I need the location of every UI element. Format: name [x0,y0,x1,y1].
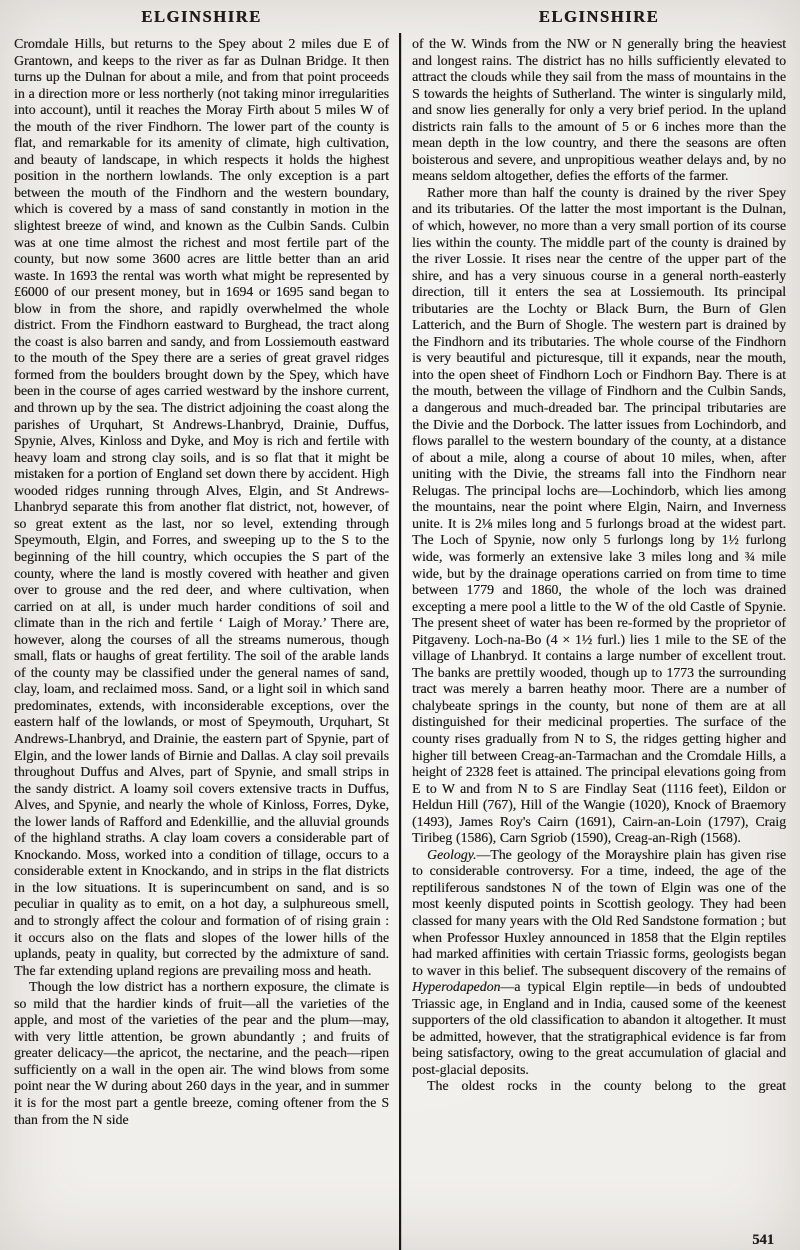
paragraph: Geology.—The geology of the Morayshire plain has given rise to considerable controversy. For a time, indeed, the age of the reptiliferous sandstones N of the town of Elgin was one of the most keenly disputed points in Scottish geology. They had been classed for many years with the Old Red Sandstone formation ; but when Professor Huxley announced in 1858 that the Elgin reptiles had marked affinities with certain Triassic forms, geologists began to waver in this belief. The subsequent discovery of the remains of Hyperodapedon—a typical Elgin reptile—in beds of undoubted Triassic age, in England and in India, caused some of the keenest supporters of the old classification to abandon it altogether. It must be admitted, however, that the stratigraphical evidence is far from being satisfactory, owing to the great accumulation of glacial and post-glacial deposits. [412,846,786,1077]
paragraph: Rather more than half the county is drained by the river Spey and its tributaries. Of the latter the most important is the Dulnan, of which, however, no more than a very small portion of its course lies within the county. The middle part of the county is drained by the river Lossie. It rises near the centre of the upper part of the shire, and has a very sinuous course in a general north-easterly direction, till it enters the sea at Lossiemouth. Its principal tributaries are the Lochty or Black Burn, the Burn of Glen Latterich, and the Burn of Shogle. The western part is drained by the Findhorn and its tributaries. The whole course of the Findhorn is very beautiful and picturesque, till it expands, near the mouth, into the open sheet of Findhorn Loch or Findhorn Bay. There is at the mouth, between the village of Findhorn and the Culbin Sands, a dangerous and much-dreaded bar. The principal tributaries are the Divie and the Dorbock. The latter issues from Lochindorb, and flows parallel to the western boundary of the county, at a distance of about a mile, along a course of about 10 miles, when, after uniting with the Divie, the streams fall into the Findhorn near Relugas. The principal lochs are—Lochindorb, which lies among the mountains, near the point where Elgin, Nairn, and Inverness unite. It is 2⅛ miles long and 5 furlongs broad at the widest part. The Loch of Spynie, now only 5 furlongs long by 1½ furlong wide, was formerly an extensive lake 3 miles long and ¾ mile wide, but by the drainage operations carried on from time to time between 1779 and 1860, the whole of the loch was drained excepting a mere pool a little to the W of the old Castle of Spynie. The present sheet of water has been re-formed by the proprietor of Pitgaveny. Loch-na-Bo (4 × 1½ furl.) lies 1 mile to the SE of the village of Lhanbryd. It contains a large number of excellent trout. The banks are prettily wooded, though up to 1773 the surrounding tract was merely a barren heathy moor. There are a number of chalybeate springs in the county, but none of them are at all distinguished for their medicinal properties. The surface of the county rises gradually from N to S, the ridges getting higher and higher till between Creag-an-Tarmachan and the Cromdale Hills, a height of 2328 feet is attained. The principal elevations going from E to W and from N to S are Findlay Seat (1116 feet), Eildon or Heldun Hill (767), Hill of the Wangie (1020), Knock of Braemory (1493), James Roy's Cairn (1691), Cairn-an-Loin (1797), Craig Tiribeg (1586), Carn Sgriob (1590), Creag-an-Righ (1568). [412,184,786,846]
right-column-text [412,36,786,1095]
paragraph: Though the low district has a northern exposure, the climate is so mild that the hardier kinds of fruit—all the varieties of the apple, and most of the varieties of the pear and the plum—may, with very little attention, be grown abundantly ; and fruits of greater delicacy—the apricot, the nectarine, and the peach—ripen sufficiently on a wall in the open air. The wind blows from some point near the W during about 260 days in the year, and in summer it is for the most part a gentle breeze, coming oftener from the S than from the N side [14,979,389,1127]
running-head-right: ELGINSHIRE [538,7,660,26]
left-column [0,0,399,1250]
right-column [401,0,800,1250]
left-column-text [14,36,389,1128]
running-head-left: ELGINSHIRE [141,7,262,26]
page-number: 541 [752,1232,774,1248]
paragraph: The oldest rocks in the county belong to the great [427,1078,786,1094]
paragraph: of the W. Winds from the NW or N generally bring the heaviest and longest rains. The district has no hills sufficiently elevated to attract the clouds while they sail from the mass of mountains in the S towards the heights of Sutherland. The winter is singularly mild, and snow lies generally for only a very brief period. In the upland districts rain falls to the amount of 5 or 6 inches more than the mean depth in the low country, and there the seasons are often boisterous and severe, and unpropitious weather delays and, by no means seldom altogether, defies the efforts of the farmer. [412,36,786,184]
paragraph: Cromdale Hills, but returns to the Spey about 2 miles due E of Grantown, and keeps to the river as far as Dulnan Bridge. It then turns up the Dulnan for about a mile, and from that point proceeds in a direction more or less northerly (not taking minor irregularities into account), until it reaches the Moray Firth about 5 miles W of the mouth of the river Findhorn. The lower part of the county is flat, and remarkable for its amenity of climate, high cultivation, and beauty of landscape, in which respects it holds the highest position in the northern lowlands. The only exception is a part between the mouth of the Findhorn and the western boundary, which is covered by a mass of sand constantly in motion in the slightest breeze of wind, and known as the Culbin Sands. Culbin was at one time almost the richest and most fertile part of the county, but now some 3600 acres are little better than an arid waste. In 1693 the rental was worth what might be represented by £6000 of our present money, but in 1694 or 1695 sand began to blow in from the shore, and rapidly overwhelmed the whole district. From the Findhorn eastward to Burghead, the tract along the coast is also barren and sandy, and from Lossiemouth eastward to the mouth of the Spey there are a series of great gravel ridges formed from the boulders brought down by the Spey, which have been in the course of ages carried westward by the inshore current, and thrown up by the sea. The district adjoining the coast along the parishes of Urquhart, St Andrews-Lhanbryd, Drainie, Duffus, Spynie, Alves, Kinloss and Dyke, and Moy is rich and fertile with heavy loam and strong clay soils, and is so flat that it might be mistaken for a portion of England set down there by accident. High wooded ridges running through Alves, Elgin, and St Andrews-Lhanbryd separate this from another flat district, not, however, of so great extent as the last, nor so level, extending through Speymouth, Elgin, and Forres, and sweeping up to the S to the beginning of the hill country, which occupies the S part of the county, where the land is mostly covered with heather and given over to grouse and the red deer, and where cultivation, when carried on at all, is under much harder conditions of soil and climate than in the rich and fertile ‘ Laigh of Moray.’ There are, however, along the courses of all the streams numerous, though small, flats or haughs of great fertility. The soil of the arable lands of the county may be classified under the general names of sand, clay, loam, and reclaimed moss. Sand, or a light soil in which sand predominates, extends, with inconsiderable exceptions, over the eastern half of the lowlands, or most of Speymouth, Urquhart, St Andrews-Lhanbryd, and Drainie, the eastern part of Spynie, part of Elgin, and the lower lands of Birnie and Dallas. A clay soil prevails throughout Duffus and Alves, part of Spynie, and small strips in the sandy district. A loamy soil covers extensive tracts in Duffus, Alves, and Spynie, and nearly the whole of Kinloss, Forres, Dyke, the lower lands of Rafford and Edenkillie, and the alluvial grounds of the highland straths. A clay loam covers a considerable part of Knockando. Moss, worked into a condition of tillage, occurs to a considerable extent in Knockando, and in strips in the flat districts in the low situations. It is superincumbent on sand, and is so peculiar in quality as to emit, on a hot day, a sulphureous smell, and to strongly affect the colour and formation of of rising grain : it occurs also on the flats and slopes of the lower hills of the uplands, peaty in quality, but corrected by the admixture of sand. The far extending upland regions are prevailing moss and heath. [14,36,389,978]
